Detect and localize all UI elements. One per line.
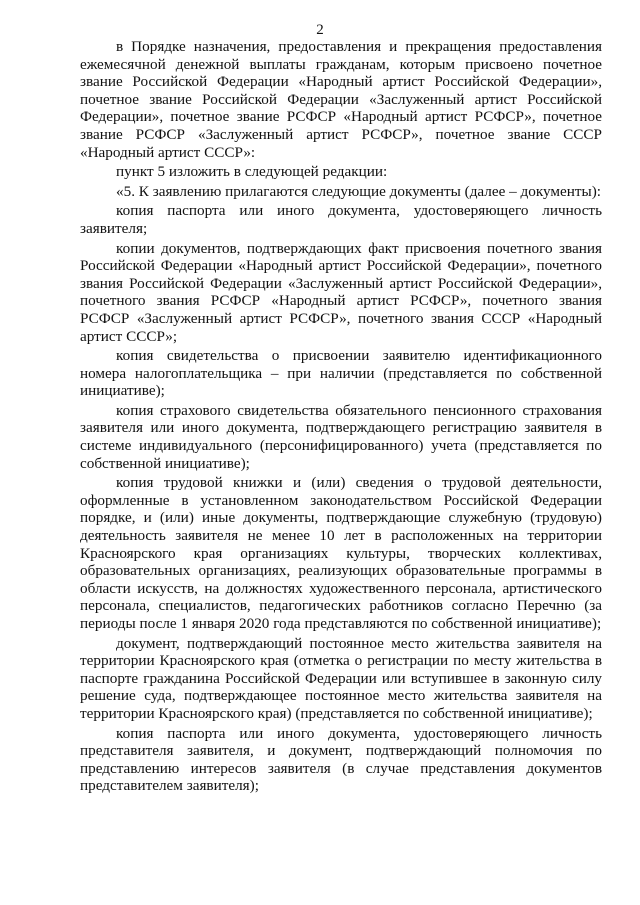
paragraph-5: копии документов, подтверждающих факт присвоения почетного звания Российской Федерации «Народный артист Российской Федерации», почетного звания Российской Федерации «Заслуженный артист Российской Федерации», почетного звания РСФСР «Народный артист РСФСР», почетного звания РСФСР «Заслуженный артист РСФСР», почетного звания СССР «Народный артист СССР»; bbox=[80, 239, 602, 345]
paragraph-4: копия паспорта или иного документа, удостоверяющего личность заявителя; bbox=[80, 202, 602, 237]
paragraph-9: документ, подтверждающий постоянное место жительства заявителя на территории Красноярского края (отметка о регистрации по месту жительства в паспорте гражданина Российской Федерации или вступившее в законную силу решение суда, подтверждающее постоянное место жительства заявителя на территории Красноярского края) (представляется по собственной инициативе); bbox=[80, 634, 602, 722]
paragraph-7: копия страхового свидетельства обязательного пенсионного страхования заявителя или иного документа, подтверждающего регистрацию заявителя в системе индивидуального (персонифицированного) учета (представляется по собственной инициативе); bbox=[80, 401, 602, 472]
paragraph-3: «5. К заявлению прилагаются следующие документы (далее – документы): bbox=[116, 182, 602, 200]
page-number: 2 bbox=[316, 22, 324, 38]
paragraph-6: копия свидетельства о присвоении заявителю идентификационного номера налогоплательщика – при наличии (представляется по собственной инициативе); bbox=[80, 347, 602, 400]
paragraph-8: копия трудовой книжки и (или) сведения о трудовой деятельности, оформленные в установленном законодательством Российской Федерации порядке, и (или) иные документы, подтверждающие служебную (трудовую) деятельность заявителя не менее 10 лет в расположенных на территории Красноярского края организациях культуры, творческих коллективах, образовательных организациях, реализующих образовательные программы в области искусств, на должностях художественного персонала, артистического персонала, специалистов, педагогических работников согласно Перечню (за периоды после 1 января 2020 года представляются по собственной инициативе); bbox=[80, 474, 602, 632]
paragraph-2: пункт 5 изложить в следующей редакции: bbox=[116, 163, 388, 181]
document-body bbox=[80, 38, 602, 797]
paragraph-10: копия паспорта или иного документа, удостоверяющего личность представителя заявителя, и документ, подтверждающий полномочия по представлению интересов заявителя (в случае представления документов представителем заявителя); bbox=[80, 724, 602, 795]
paragraph-1: в Порядке назначения, предоставления и прекращения предоставления ежемесячной денежной выплаты гражданам, которым присвоено почетное звание Российской Федерации «Народный артист Российской Федерации», почетное звание Российской Федерации «Заслуженный артист Российской Федерации», почетное звание РСФСР «Народный артист РСФСР», почетное звание РСФСР «Заслуженный артист РСФСР», почетное звание СССР «Народный артист СССР»: bbox=[80, 38, 602, 161]
